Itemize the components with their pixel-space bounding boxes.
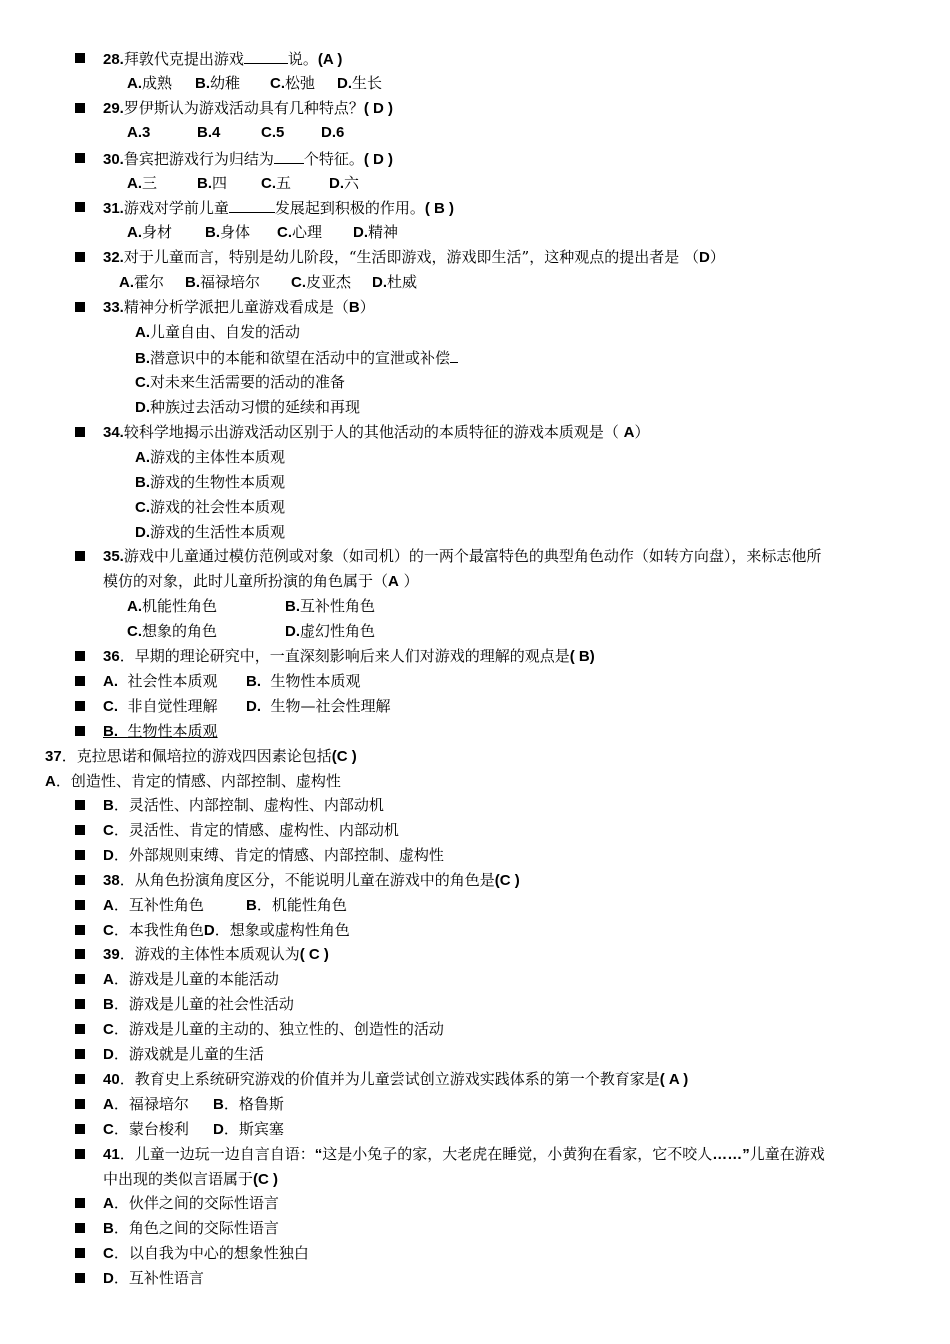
option: C. 非自觉性理解 (103, 697, 218, 715)
option: B. 生物性本质观 (246, 672, 361, 690)
question-32: 32.对于儿童而言，特别是幼儿阶段，“生活即游戏，游戏即生活”，这种观点的提出者是 （D） (103, 248, 725, 266)
bullet-icon (75, 1099, 85, 1109)
bullet-icon (75, 153, 85, 163)
options-30 (127, 173, 360, 193)
option: C.游戏的社会性本质观 (135, 498, 286, 516)
option: A.机能性角色 (127, 597, 218, 615)
answer-blank (229, 197, 275, 213)
bullet-icon (75, 676, 85, 686)
option: C.松弛 (270, 74, 316, 92)
question-31: 31.游戏对学前儿童 发展起到积极的作用。( B ) (103, 199, 455, 217)
option: A.游戏的主体性本质观 (135, 448, 286, 466)
option: A.身材 (127, 223, 173, 241)
option: A.3 (127, 124, 151, 141)
option: A.霍尔 (119, 273, 165, 291)
options-32 (119, 272, 418, 292)
option: C.想象的角色 (127, 622, 218, 640)
answer-36: B. 生物性本质观 (103, 722, 218, 740)
option: D.杜威 (372, 273, 418, 291)
option: D.精神 (353, 223, 399, 241)
question-33: 33.精神分析学派把儿童游戏看成是（B） (103, 298, 375, 316)
question-34: 34.较科学地揭示出游戏活动区别于人的其他活动的本质特征的游戏本质观是（ A） (103, 423, 650, 441)
option: B.身体 (205, 223, 251, 241)
option: B.幼稚 (195, 74, 241, 92)
bullet-icon (75, 800, 85, 810)
question-38: 38．从角色扮演角度区分，不能说明儿童在游戏中的角色是(C ) (103, 871, 520, 889)
option: D．斯宾塞 (213, 1120, 284, 1138)
option: D．游戏就是儿童的生活 (103, 1045, 264, 1063)
bullet-icon (75, 302, 85, 312)
bullet-icon (75, 900, 85, 910)
bullet-icon (75, 53, 85, 63)
question-41: 41．儿童一边玩一边自言自语：“这是小兔子的家，大老虎在睡觉，小黄狗在看家，它不咬人……”儿童在游戏 (103, 1145, 825, 1163)
option: D.游戏的生活性本质观 (135, 523, 286, 541)
option: A．游戏是儿童的本能活动 (103, 970, 279, 988)
option: A．互补性角色 (103, 896, 204, 914)
question-37: 37．克拉思诺和佩培拉的游戏四因素论包括(C ) (45, 747, 357, 765)
option: B.潜意识中的本能和欲望在活动中的宣泄或补偿 (135, 347, 458, 367)
options-36b (103, 696, 391, 716)
option: C．蒙台梭利 (103, 1120, 189, 1138)
bullet-icon (75, 850, 85, 860)
option: D.虚幻性角色 (285, 622, 376, 640)
option: C.五 (261, 174, 292, 192)
bullet-icon (75, 202, 85, 212)
option: A.三 (127, 174, 158, 192)
option: D．外部规则束缚、肯定的情感、内部控制、虚构性 (103, 846, 444, 864)
bullet-icon (75, 1024, 85, 1034)
options-28 (127, 73, 383, 93)
option: A.儿童自由、自发的活动 (135, 323, 301, 341)
option: B.四 (197, 174, 228, 192)
option: B.福禄培尔 (185, 273, 261, 291)
bullet-icon (75, 825, 85, 835)
option: B．灵活性、内部控制、虚构性、内部动机 (103, 796, 384, 814)
bullet-icon (75, 974, 85, 984)
option: B．机能性角色 (246, 896, 347, 914)
options-36a (103, 671, 361, 691)
option: C．以自我为中心的想象性独白 (103, 1244, 309, 1262)
question-28: 28.拜敦代克提出游戏 说。(A ) (103, 50, 343, 68)
options-29 (127, 123, 345, 143)
bullet-icon (75, 875, 85, 885)
option: D.6 (321, 124, 345, 141)
option: C．游戏是儿童的主动的、独立性的、创造性的活动 (103, 1020, 444, 1038)
option: D．互补性语言 (103, 1269, 204, 1287)
option: B．角色之间的交际性语言 (103, 1219, 279, 1237)
options-35 (127, 596, 376, 616)
options-38a (103, 895, 347, 915)
option: D.六 (329, 174, 360, 192)
bullet-icon (75, 1273, 85, 1283)
question-30: 30.鲁宾把游戏行为归结为 个特征。( D ) (103, 150, 394, 168)
option: B.游戏的生物性本质观 (135, 473, 286, 491)
bullet-icon (75, 252, 85, 262)
option: A．福禄培尔 (103, 1095, 189, 1113)
option: B.4 (197, 124, 221, 141)
bullet-icon (75, 925, 85, 935)
option: A.成熟 (127, 74, 173, 92)
bullet-icon (75, 651, 85, 661)
bullet-icon (75, 1074, 85, 1084)
option: C.5 (261, 124, 285, 141)
option: C.心理 (277, 223, 323, 241)
question-35-cont: 模仿的对象，此时儿童所扮演的角色属于（A ） (103, 572, 419, 590)
options-31 (127, 222, 399, 242)
question-39: 39．游戏的主体性本质观认为( C ) (103, 945, 329, 963)
option: A．伙伴之间的交际性语言 (103, 1194, 279, 1212)
bullet-icon (75, 1198, 85, 1208)
option: A．创造性、肯定的情感、内部控制、虚构性 (45, 772, 341, 790)
options-40a (103, 1094, 284, 1114)
bullet-icon (75, 949, 85, 959)
answer-blank (244, 48, 288, 64)
question-40: 40．教育史上系统研究游戏的价值并为儿童尝试创立游戏实践体系的第一个教育家是( A ) (103, 1070, 689, 1088)
options-35b (127, 621, 376, 641)
bullet-icon (75, 551, 85, 561)
option: B．游戏是儿童的社会性活动 (103, 995, 294, 1013)
bullet-icon (75, 701, 85, 711)
option: C.对未来生活需要的活动的准备 (135, 373, 346, 391)
answer-blank (274, 148, 304, 164)
option: B.互补性角色 (285, 597, 376, 615)
options-38b (103, 920, 350, 940)
option: D.种族过去活动习惯的延续和再现 (135, 398, 361, 416)
option: C．本我性角色 (103, 921, 204, 939)
bullet-icon (75, 1223, 85, 1233)
bullet-icon (75, 1124, 85, 1134)
option: D．想象或虚构性角色 (203, 921, 350, 939)
question-36: 36．早期的理论研究中，一直深刻影响后来人们对游戏的理解的观点是( B) (103, 647, 595, 665)
option: D.生长 (337, 74, 383, 92)
bullet-icon (75, 427, 85, 437)
bullet-icon (75, 1049, 85, 1059)
question-35: 35.游戏中儿童通过模仿范例或对象（如司机）的一两个最富特色的典型角色动作（如转方向盘），来标志他所 (103, 547, 822, 565)
question-29: 29.罗伊斯认为游戏活动具有几种特点？( D ) (103, 99, 394, 117)
bullet-icon (75, 726, 85, 736)
option: A. 社会性本质观 (103, 672, 218, 690)
option: C.皮亚杰 (291, 273, 352, 291)
option: C．灵活性、肯定的情感、虚构性、内部动机 (103, 821, 399, 839)
bullet-icon (75, 999, 85, 1009)
option: B．格鲁斯 (213, 1095, 284, 1113)
options-40b (103, 1119, 284, 1139)
option: D. 生物—社会性理解 (246, 697, 391, 715)
bullet-icon (75, 103, 85, 113)
bullet-icon (75, 1149, 85, 1159)
bullet-icon (75, 1248, 85, 1258)
question-41-cont: 中出现的类似言语属于(C ) (103, 1170, 279, 1188)
